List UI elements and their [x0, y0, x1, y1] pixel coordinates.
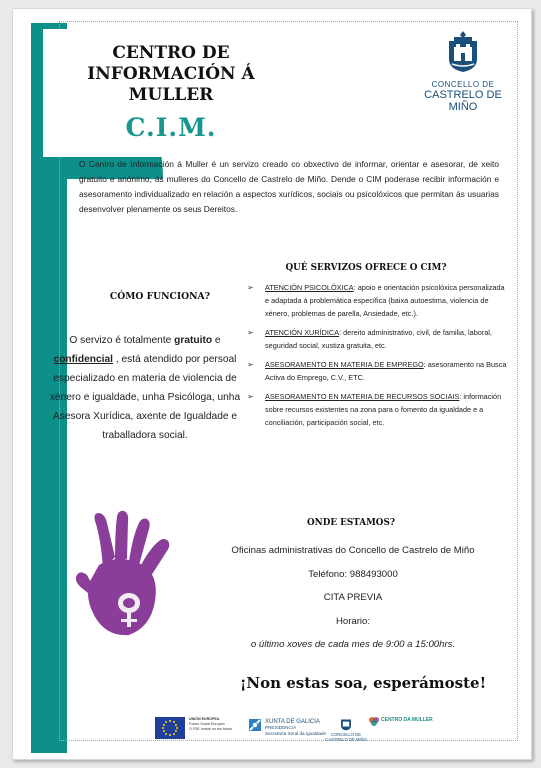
service-item [245, 358, 507, 384]
schedule-label: Horario: [335, 615, 371, 627]
phone-text: Teléfono: 988493000 [308, 568, 398, 580]
how-text-part: e [212, 335, 221, 346]
footer-concello-line: CASTRELO DE MIÑO [325, 737, 367, 742]
service-heading: ATENCIÓN PSICOLÓXICA [265, 283, 354, 292]
how-text-part: , está atendido por persoal especializado en materia de violencia de xénero e igualdade, unha Psicóloga, unha Asesora Xurídica, axente de Igualdade e traballadora social. [49, 354, 241, 441]
where-heading: ONDE ESTAMOS? [307, 518, 395, 528]
appointment-text: CITA PREVIA [323, 592, 383, 603]
footer-concello-logo [325, 715, 367, 742]
free-emphasis: gratuito [174, 335, 213, 346]
arrow-bullet-icon: ➢ [247, 283, 254, 292]
footer-concello-line: CONCELLO DE [330, 732, 362, 737]
schedule-text: o último xoves de cada mes de 9:00 a 15:00hrs. [250, 639, 456, 650]
service-item [245, 326, 507, 352]
logo-line-1: CONCELLO DE [431, 80, 495, 89]
location-info [183, 539, 523, 657]
service-heading: ASESORAMENTO EN MATERIA DE EMPREGO [265, 360, 424, 369]
arrow-bullet-icon: ➢ [247, 392, 254, 401]
title-line-2: MULLER [128, 85, 214, 105]
centro-muller-logo-icon [368, 715, 380, 727]
eu-line: Fondo Social Europeo [189, 722, 225, 726]
service-body: : dereito administrativo, civil, de familia, laboral, seguridad social, xustiza gratuita, etc. [265, 328, 492, 350]
eu-line: UNIÓN EUROPEA [189, 717, 220, 721]
castle-crest-icon [446, 29, 480, 73]
services-heading: QUÉ SERVIZOS OFRECE O CIM? [285, 263, 447, 273]
centro-muller-text: CENTRO DA MULLER [381, 717, 433, 723]
eu-line: O FSE inviste no teu futuro [189, 727, 233, 731]
xunta-line: XUNTA DE GALICIA [265, 719, 320, 725]
logo-line-2: CASTRELO DE MIÑO [424, 89, 502, 113]
flyer-page [12, 8, 532, 760]
title-line-1: CENTRO DE INFORMACIÓN Á [87, 43, 255, 84]
intro-paragraph: O Centro de Información á Muller é un servizo creado co obxectivo de informar, orientar e asesorar, de xeito gratuito e anónimo, ás mulleres do Concello de Castrelo de Miño. Dende o CIM poderase recibir información e asesoramento individualizado en relación a aspectos xurídicos, sociais ou psicolóxicos que permitan ás usuarias desenvolver plenamente os seus Dereitos. [79, 159, 499, 214]
service-item [245, 390, 507, 429]
service-heading: ASESORAMENTO EN MATERIA DE RECURSOS SOCIAIS [265, 392, 460, 401]
how-text-part: O servizo é totalmente [69, 335, 175, 346]
service-body: : apoio e orientación psicolóxica personalizada e adaptada á problemática específica (baixa autoestima, violencia de xénero, problemas de parella, Ansiedade, etc.). [265, 283, 505, 318]
how-it-works-heading: CÓMO FUNCIONA? [109, 291, 211, 302]
eu-text [189, 717, 237, 732]
xunta-line: Secretaría Xeral da Igualdade [265, 731, 327, 736]
sponsor-footer [155, 715, 515, 755]
confidential-emphasis: confidencial [53, 354, 113, 365]
xunta-line: PRESIDENCIA [265, 725, 297, 730]
xunta-emblem-icon [249, 719, 261, 731]
arrow-bullet-icon: ➢ [247, 328, 254, 337]
castle-crest-small-icon [340, 715, 352, 731]
service-heading: ATENCIÓN XURÍDICA [265, 328, 340, 337]
concello-logo [409, 29, 517, 113]
services-list [245, 281, 507, 435]
office-text: Oficinas administrativas do Concello de Castrelo de Miño [231, 545, 475, 556]
arrow-bullet-icon: ➢ [247, 360, 254, 369]
service-item [245, 281, 507, 320]
eu-flag-icon [155, 717, 185, 739]
purple-hand-icon [73, 509, 183, 639]
slogan: ¡Non estas soa, esperámoste! [239, 674, 487, 692]
how-it-works-text [41, 331, 249, 445]
page-title [41, 43, 301, 106]
cim-abbreviation: C.I.M. [125, 113, 217, 142]
service-body: : asesoramento na Busca Activa do Emprego, C.V., ETC. [265, 360, 507, 382]
service-body: : información sobre recursos existentes na zona para o fomento da igualdade e a conciliación, participación social, etc. [265, 392, 502, 427]
